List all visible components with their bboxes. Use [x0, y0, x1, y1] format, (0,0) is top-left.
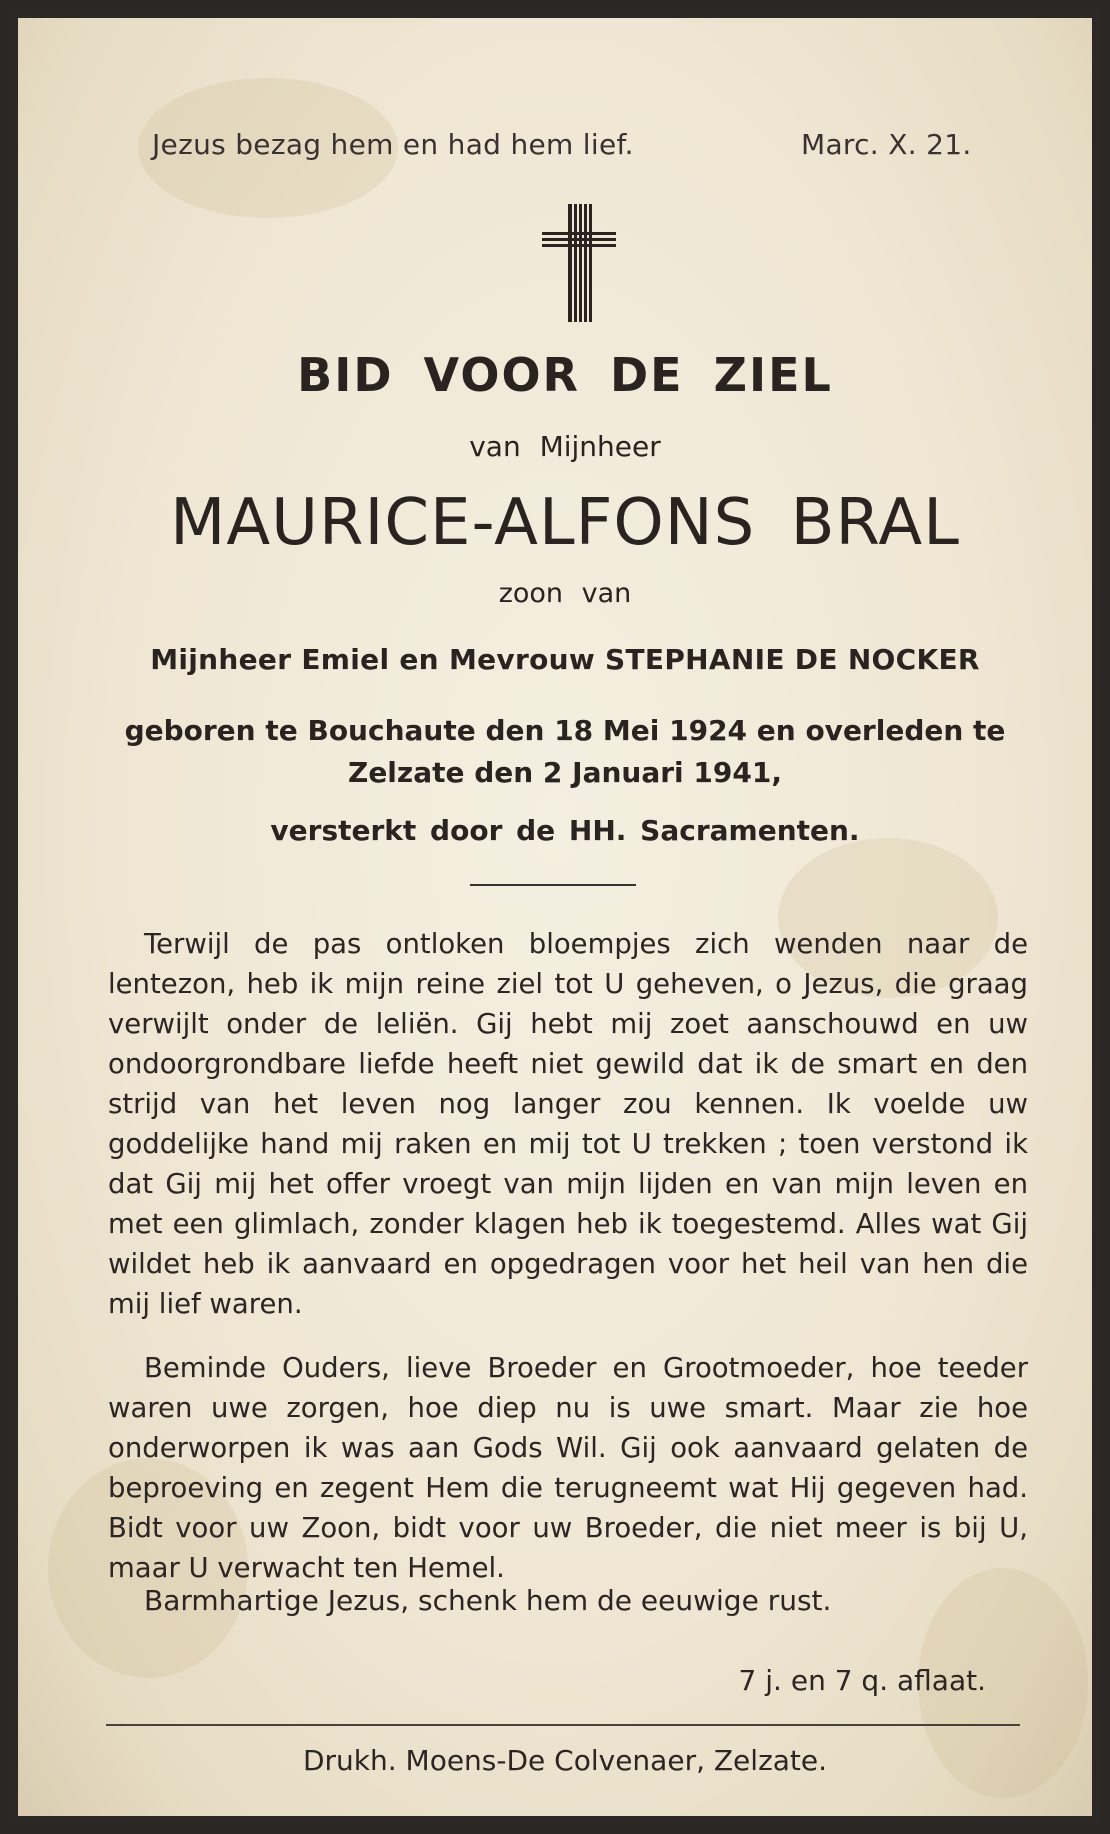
- closing-prayer: Barmhartige Jezus, schenk hem de eeuwige rust.: [144, 1584, 832, 1617]
- divider-rule: [470, 884, 636, 886]
- latin-cross-icon: [542, 204, 616, 322]
- memorial-card: [8, 8, 1102, 1826]
- indulgence-note: 7 j. en 7 q. aflaat.: [738, 1664, 986, 1697]
- printer-credit: Drukh. Moens-De Colvenaer, Zelzate.: [302, 1744, 828, 1777]
- body-paragraph-2: Beminde Ouders, lieve Broeder en Grootmoeder, hoe teeder waren uwe zorgen, hoe diep nu is uwe smart. Maar zie hoe onderworpen ik was aan Gods Wil. Gij ook aanvaard gelaten de beproeving en zegent Hem die terugneemt wat Hij gegeven had. Bidt voor uw Zoon, bidt voor uw Broeder, die niet meer is bij U, maar U verwacht ten Hemel.: [108, 1352, 1028, 1584]
- birth-death-line-1: geboren te Bouchaute den 18 Mei 1924 en overleden te: [124, 714, 1006, 747]
- body-paragraph-1: Terwijl de pas ontloken bloempjes zich wenden naar de lentezon, heb ik mijn reine ziel tot U geheven, o Jezus, die graag verwijlt onder de leliën. Gij hebt mij zoet aanschouwd en uw ondoorgrondbare liefde heeft niet gewild dat ik de smart en den strijd van het leven nog langer zou kennen. Ik voelde uw goddelijke hand mij raken en mij tot U trekken ; toen verstond ik dat Gij mij het offer vroegt van mijn lijden en van mijn leven en met een glimlach, zonder klagen heb ik toegestemd. Alles wat Gij wildet heb ik aanvaard en opgedragen voor het heil van hen die mij lief waren.: [108, 928, 1028, 1320]
- birth-death-line-2: Zelzate den 2 Januari 1941,: [348, 756, 782, 789]
- card-title: BID VOOR DE ZIEL: [297, 348, 833, 402]
- relation-text: zoon van: [498, 578, 632, 609]
- salutation: van Mijnheer: [469, 430, 661, 463]
- deceased-name: MAURICE-ALFONS BRAL: [170, 486, 960, 560]
- sacraments-line: versterkt door de HH. Sacramenten.: [270, 814, 860, 847]
- parents-names: Mijnheer Emiel en Mevrouw STEPHANIE DE NOCKER: [150, 643, 980, 676]
- epigraph-text: Jezus bezag hem en had hem lief.: [152, 128, 634, 161]
- footer-divider: [106, 1724, 1020, 1726]
- epigraph-reference: Marc. X. 21.: [801, 128, 972, 161]
